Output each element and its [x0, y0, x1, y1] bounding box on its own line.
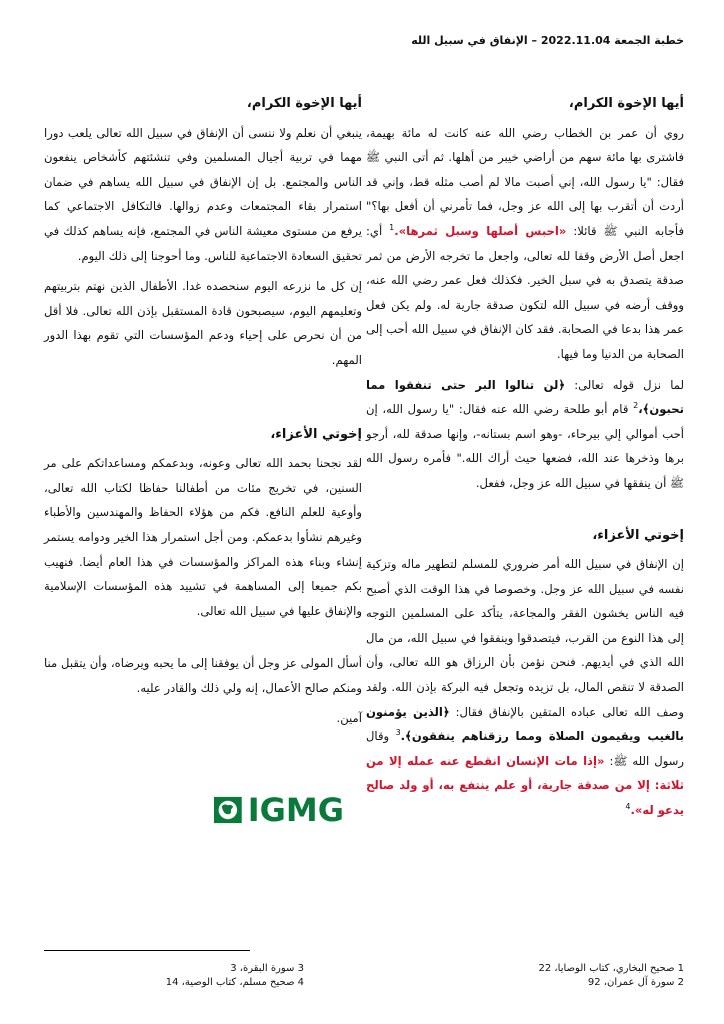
page-header	[40, 34, 684, 47]
footnote: 2 سورة آل عمران، 92	[587, 977, 684, 988]
section-heading: إخوتي الأعزاء،	[592, 527, 684, 543]
paragraph-text: وقال رسول الله ﷺ:	[366, 729, 684, 768]
footnote-mark: 4	[625, 802, 631, 812]
paragraph	[366, 373, 684, 496]
footnote-mark: 2	[633, 401, 639, 411]
footnote-divider	[44, 950, 250, 951]
paragraph-text: قام أبو طلحة رضي الله عنه فقال: "يا رسول الله، إن أحب أموالي إلي بيرحاء، -وهو اسم بستانه-، وإنها صدقة لله، أرجو برها وذخرها عند الله، فضعها حيث أراك الله." فأمره رسول الله ﷺ أن ينفقها في سبيل الله عز وجل، ففعل.	[366, 402, 684, 490]
hadith-quote: «احبس أصلها وسبل ثمرها».	[394, 223, 567, 238]
footnote: 3 سورة البقرة، 3	[230, 963, 304, 974]
ayah-quote: ﴿لن تنالوا البر حتى تنفقوا مما تحبون﴾،	[366, 377, 684, 417]
paragraph: أسأل المولى عز وجل أن يوفقنا إلى ما يحبه ويرضاه، وأن يتقبل منا ومنكم صالح الأعمال، إنه ولي ذلك والقادر عليه.	[44, 656, 362, 695]
hadith-quote: «إذا مات الإنسان انقطع عنه عمله إلا من ثلاثة: إلا من صدقة جارية، أو علم ينتفع به، أو ولد صالح يدعو له».	[366, 753, 684, 818]
right-column	[366, 92, 684, 829]
paragraph	[366, 121, 684, 367]
paragraph-text: لما نزل قوله تعالى:	[574, 377, 685, 392]
logo-text: IGMG	[247, 791, 344, 829]
section-heading: أيها الإخوة الكرام،	[568, 96, 684, 111]
paragraph	[366, 552, 684, 823]
section-heading: أيها الإخوة الكرام،	[246, 96, 362, 111]
paragraph: لقد نجحنا بحمد الله تعالى وعونه، وبدعمكم ومساعداتكم على مر السنين، في تخريج مئات من أطفالنا حفاظا لكتاب الله تعالى، وأوعية للعلم النافع. فكم من هؤلاء الحفاظ والمهندسين والأطباء وغيرهم نشأوا بدعمكم. ومن أجل استمرار هذا الخير ودوامه يستمر إنشاء وبناء هذه المراكز والمؤسسات في هذا العام أيضا. فنهيب بكم جميعا إلى المساهمة في تشييد هذه المؤسسات الإسلامية والإنفاق عليها في سبيل الله تعالى.	[44, 456, 362, 618]
paragraph-text: روي أن عمر بن الخطاب رضي الله عنه كانت له مائة بهيمة، فاشترى بها مائة سهم من أراضي خيبر من أهلها. ثم أتى النبي ﷺ فقال: "يا رسول الله، إني أصبت مالا لم أصب مثله قط، وإني قد أردت أن أتقرب بها إلى الله عز وجل، فما تأمرني أن أفعل بها؟" فأجابه النبي ﷺ قائلا:	[366, 125, 685, 238]
paragraph: إن كل ما نزرعه اليوم سنحصده غدا. الأطفال الذين نهتم بتربيتهم وتعليمهم اليوم، سيصبحون قادة المستقبل بإذن الله تعالى. فلا أقل من أن نحرص على إحياء ودعم المؤسسات التي تقوم بهذا الدور المهم.	[44, 279, 362, 367]
footnote-mark: 1	[389, 223, 395, 233]
closing-text: آمين.	[336, 711, 362, 726]
section-heading: إخوتي الأعزاء،	[270, 426, 362, 442]
ayah-quote: ﴿الذين يؤمنون بالغيب ويقيمون الصلاة ومما رزقناهم ينفقون﴾.	[366, 704, 684, 744]
footnote: 4 صحيح مسلم، كتاب الوصية، 14	[165, 977, 304, 988]
paragraph-text: أي: اجعل أصل الأرض وقفا لله تعالى، واجعل ما تخرجه الأرض من ثمر صدقة يتصدق به في سبل الخير. فكذلك فعل عمر رضي الله عنه، ووقف أرضه في سبيل الله لتكون صدقة جارية له. ولم يكن فعل عمر هذا بدعا في الصحابة. فقد كان الإنفاق في سبيل الله أحب إلى الصحابة من الدنيا وما فيها.	[366, 223, 684, 361]
footnote-mark: 3	[395, 728, 401, 738]
header-title: خطبة الجمعة 2022.11.04 – الإنفاق في سبيل الله	[411, 34, 684, 47]
igmg-logo	[214, 792, 344, 828]
left-column	[44, 92, 362, 737]
globe-icon	[214, 793, 242, 827]
footnote: 1 صحيح البخاري، كتاب الوصايا، 22	[538, 963, 684, 974]
paragraph-text: إن الإنفاق في سبيل الله أمر ضروري للمسلم لتطهير ماله وتزكية نفسه في سبيل الله عز وجل. وخصوصا في هذا الوقت الذي أصبح فيه الناس يخشون الفقر والمجاعة، يتأكد على المسلمين التوجه إلى هذا النوع من القرب، فيتصدقوا وينفقوا في سبيل الله، من مال الله الذي في أيديهم. فنحن نؤمن بأن الرزاق هو الله تعالى، وأن الصدقة لا تنقص المال، بل تزيده وتجعل فيه البركة بإذن الله. ولقد وصف الله تعالى عباده المتقين بالإنفاق فقال:	[366, 557, 684, 719]
paragraph: ينبغي أن نعلم ولا ننسى أن الإنفاق في سبيل الله تعالى يلعب دورا مهما في تربية أجيال المسلمين وفي تنشئتهم كأشخاص ينفعون الناس والمجتمع. بل إن الإنفاق في سبيل الله يساهم في ضمان استمرار بقاء المجتمعات وعدم زوالها. فالتكافل الاجتماعي كما يرفع من مستوى معيشة الناس في المجتمع، فإنه يساهم كذلك في تحقيق السعادة الاجتماعية للناس. وما أحوجنا إلى ذلك اليوم.	[44, 125, 362, 263]
